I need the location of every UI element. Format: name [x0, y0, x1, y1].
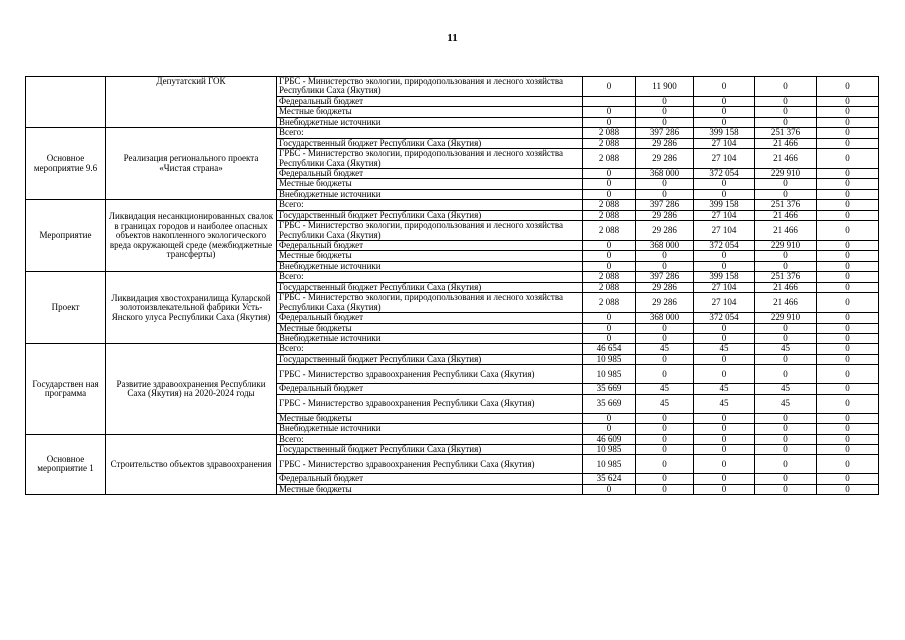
amount-cell-year-5: 0	[817, 413, 879, 423]
amount-cell-year-2: 0	[636, 333, 694, 343]
amount-cell-year-4: 0	[755, 455, 817, 474]
amount-cell-year-1: 0	[583, 168, 636, 178]
funding-source-cell: ГРБС - Министерство экологии, природопользования и лесного хозяйства Республики Саха (Якутия)	[277, 149, 583, 169]
amount-cell-year-2: 368 000	[636, 168, 694, 178]
budget-table	[25, 76, 879, 495]
item-type-cell: Проект	[26, 272, 106, 344]
amount-cell-year-4: 21 466	[755, 138, 817, 148]
amount-cell-year-2: 0	[636, 117, 694, 127]
amount-cell-year-1: 0	[583, 77, 636, 97]
amount-cell-year-2: 29 286	[636, 210, 694, 220]
amount-cell-year-4: 229 910	[755, 241, 817, 251]
funding-source-cell: Местные бюджеты	[277, 179, 583, 189]
amount-cell-year-2: 368 000	[636, 313, 694, 323]
amount-cell-year-3: 0	[694, 445, 755, 455]
amount-cell-year-2: 0	[636, 251, 694, 261]
amount-cell-year-5: 0	[817, 474, 879, 484]
amount-cell-year-1: 10 985	[583, 445, 636, 455]
amount-cell-year-1: 0	[583, 117, 636, 127]
amount-cell-year-4: 0	[755, 445, 817, 455]
amount-cell-year-1: 46 609	[583, 434, 636, 444]
amount-cell-year-4: 251 376	[755, 128, 817, 138]
amount-cell-year-3: 0	[694, 179, 755, 189]
item-type-cell: Мероприятие	[26, 200, 106, 272]
amount-cell-year-4: 0	[755, 323, 817, 333]
amount-cell-year-2: 397 286	[636, 128, 694, 138]
amount-cell-year-4: 0	[755, 77, 817, 97]
amount-cell-year-5: 0	[817, 354, 879, 364]
item-type-cell	[26, 77, 106, 128]
amount-cell-year-5: 0	[817, 293, 879, 313]
amount-cell-year-4: 21 466	[755, 221, 817, 241]
amount-cell-year-2: 397 286	[636, 272, 694, 282]
amount-cell-year-2: 0	[636, 261, 694, 271]
amount-cell-year-4: 0	[755, 424, 817, 434]
amount-cell-year-1: 0	[583, 241, 636, 251]
amount-cell-year-2: 0	[636, 484, 694, 494]
amount-cell-year-4: 229 910	[755, 313, 817, 323]
amount-cell-year-4: 0	[755, 261, 817, 271]
amount-cell-year-5: 0	[817, 365, 879, 384]
funding-source-cell: Всего:	[277, 200, 583, 210]
amount-cell-year-5: 0	[817, 241, 879, 251]
amount-cell-year-2: 0	[636, 413, 694, 423]
amount-cell-year-5: 0	[817, 323, 879, 333]
amount-cell-year-5: 0	[817, 261, 879, 271]
funding-source-cell: ГРБС - Министерство здравоохранения Республики Саха (Якутия)	[277, 455, 583, 474]
amount-cell-year-4: 0	[755, 354, 817, 364]
amount-cell-year-5: 0	[817, 149, 879, 169]
amount-cell-year-3: 372 054	[694, 313, 755, 323]
amount-cell-year-3: 0	[694, 354, 755, 364]
amount-cell-year-1: 0	[583, 189, 636, 199]
amount-cell-year-4: 0	[755, 107, 817, 117]
amount-cell-year-4: 45	[755, 394, 817, 413]
amount-cell-year-2: 0	[636, 434, 694, 444]
amount-cell-year-5: 0	[817, 210, 879, 220]
amount-cell-year-2: 0	[636, 107, 694, 117]
amount-cell-year-3: 372 054	[694, 168, 755, 178]
amount-cell-year-1: 2 088	[583, 210, 636, 220]
table-row	[26, 272, 879, 282]
amount-cell-year-3: 399 158	[694, 200, 755, 210]
amount-cell-year-1: 46 654	[583, 344, 636, 354]
amount-cell-year-2: 29 286	[636, 282, 694, 292]
funding-source-cell: Местные бюджеты	[277, 107, 583, 117]
amount-cell-year-3: 0	[694, 484, 755, 494]
amount-cell-year-2: 0	[636, 474, 694, 484]
amount-cell-year-1	[583, 96, 636, 106]
amount-cell-year-1: 0	[583, 424, 636, 434]
amount-cell-year-1: 35 669	[583, 384, 636, 394]
amount-cell-year-4: 0	[755, 474, 817, 484]
amount-cell-year-3: 45	[694, 344, 755, 354]
funding-source-cell: Федеральный бюджет	[277, 96, 583, 106]
amount-cell-year-3: 27 104	[694, 221, 755, 241]
amount-cell-year-4: 0	[755, 251, 817, 261]
amount-cell-year-3: 399 158	[694, 272, 755, 282]
amount-cell-year-2: 0	[636, 179, 694, 189]
table-row	[26, 77, 879, 97]
funding-source-cell: ГРБС - Министерство экологии, природопользования и лесного хозяйства Республики Саха (Якутия)	[277, 293, 583, 313]
amount-cell-year-2: 11 900	[636, 77, 694, 97]
funding-source-cell: Федеральный бюджет	[277, 241, 583, 251]
amount-cell-year-3: 27 104	[694, 149, 755, 169]
funding-source-cell: Всего:	[277, 344, 583, 354]
funding-source-cell: Государственный бюджет Республики Саха (Якутия)	[277, 445, 583, 455]
amount-cell-year-3: 0	[694, 455, 755, 474]
amount-cell-year-1: 0	[583, 413, 636, 423]
funding-source-cell: ГРБС - Министерство экологии, природопользования и лесного хозяйства Республики Саха (Якутия)	[277, 221, 583, 241]
item-name-cell: Реализация регионального проекта «Чистая страна»	[106, 128, 277, 200]
amount-cell-year-2: 0	[636, 96, 694, 106]
amount-cell-year-4: 0	[755, 96, 817, 106]
amount-cell-year-4: 21 466	[755, 149, 817, 169]
amount-cell-year-1: 2 088	[583, 200, 636, 210]
table-row	[26, 434, 879, 444]
amount-cell-year-5: 0	[817, 168, 879, 178]
funding-source-cell: Государственный бюджет Республики Саха (Якутия)	[277, 282, 583, 292]
item-type-cell: Основное мероприятие 9.6	[26, 128, 106, 200]
amount-cell-year-3: 0	[694, 261, 755, 271]
amount-cell-year-3: 399 158	[694, 128, 755, 138]
funding-source-cell: Государственный бюджет Республики Саха (Якутия)	[277, 354, 583, 364]
amount-cell-year-5: 0	[817, 251, 879, 261]
amount-cell-year-4: 0	[755, 365, 817, 384]
funding-source-cell: Местные бюджеты	[277, 251, 583, 261]
amount-cell-year-1: 10 985	[583, 365, 636, 384]
amount-cell-year-5: 0	[817, 179, 879, 189]
amount-cell-year-2: 0	[636, 189, 694, 199]
amount-cell-year-1: 0	[583, 484, 636, 494]
amount-cell-year-2: 45	[636, 344, 694, 354]
table-row	[26, 344, 879, 354]
amount-cell-year-3: 0	[694, 107, 755, 117]
amount-cell-year-4: 45	[755, 384, 817, 394]
amount-cell-year-5: 0	[817, 282, 879, 292]
amount-cell-year-1: 35 624	[583, 474, 636, 484]
item-name-cell: Депутатский ГОК	[106, 77, 277, 128]
amount-cell-year-5: 0	[817, 272, 879, 282]
amount-cell-year-3: 0	[694, 323, 755, 333]
amount-cell-year-5: 0	[817, 384, 879, 394]
amount-cell-year-2: 0	[636, 354, 694, 364]
amount-cell-year-4: 251 376	[755, 200, 817, 210]
amount-cell-year-2: 368 000	[636, 241, 694, 251]
amount-cell-year-2: 397 286	[636, 200, 694, 210]
funding-source-cell: Всего:	[277, 128, 583, 138]
amount-cell-year-5: 0	[817, 117, 879, 127]
amount-cell-year-2: 29 286	[636, 221, 694, 241]
amount-cell-year-1: 2 088	[583, 272, 636, 282]
amount-cell-year-4: 0	[755, 333, 817, 343]
amount-cell-year-2: 29 286	[636, 138, 694, 148]
amount-cell-year-1: 2 088	[583, 293, 636, 313]
amount-cell-year-4: 0	[755, 117, 817, 127]
table-row	[26, 200, 879, 210]
amount-cell-year-3: 0	[694, 365, 755, 384]
amount-cell-year-1: 0	[583, 251, 636, 261]
amount-cell-year-5: 0	[817, 434, 879, 444]
amount-cell-year-3: 372 054	[694, 241, 755, 251]
funding-source-cell: Федеральный бюджет	[277, 474, 583, 484]
funding-source-cell: Внебюджетные источники	[277, 424, 583, 434]
funding-source-cell: Государственный бюджет Республики Саха (Якутия)	[277, 210, 583, 220]
funding-source-cell: Федеральный бюджет	[277, 168, 583, 178]
funding-source-cell: Государственный бюджет Республики Саха (Якутия)	[277, 138, 583, 148]
amount-cell-year-3: 0	[694, 117, 755, 127]
amount-cell-year-3: 0	[694, 251, 755, 261]
funding-source-cell: Федеральный бюджет	[277, 313, 583, 323]
amount-cell-year-5: 0	[817, 484, 879, 494]
amount-cell-year-4: 21 466	[755, 210, 817, 220]
item-name-cell: Ликвидация хвостохранилища Куларской золотоизвлекательной фабрики Усть-Янского улуса Республики Саха (Якутия)	[106, 272, 277, 344]
funding-source-cell: ГРБС - Министерство экологии, природопользования и лесного хозяйства Республики Саха (Якутия)	[277, 77, 583, 97]
amount-cell-year-3: 0	[694, 434, 755, 444]
amount-cell-year-4: 0	[755, 484, 817, 494]
amount-cell-year-2: 45	[636, 384, 694, 394]
funding-source-cell: Внебюджетные источники	[277, 261, 583, 271]
amount-cell-year-5: 0	[817, 455, 879, 474]
amount-cell-year-5: 0	[817, 394, 879, 413]
item-type-cell: Основное мероприятие 1	[26, 434, 106, 495]
amount-cell-year-4: 251 376	[755, 272, 817, 282]
amount-cell-year-5: 0	[817, 189, 879, 199]
funding-source-cell: Внебюджетные источники	[277, 189, 583, 199]
funding-source-cell: Местные бюджеты	[277, 413, 583, 423]
amount-cell-year-1: 2 088	[583, 138, 636, 148]
amount-cell-year-1: 2 088	[583, 221, 636, 241]
amount-cell-year-5: 0	[817, 333, 879, 343]
amount-cell-year-1: 0	[583, 107, 636, 117]
amount-cell-year-5: 0	[817, 313, 879, 323]
item-name-cell: Развитие здравоохранения Республики Саха (Якутия) на 2020-2024 годы	[106, 344, 277, 434]
amount-cell-year-3: 0	[694, 424, 755, 434]
amount-cell-year-5: 0	[817, 200, 879, 210]
funding-source-cell: Внебюджетные источники	[277, 333, 583, 343]
funding-source-cell: Всего:	[277, 434, 583, 444]
item-name-cell: Ликвидация несанкционированных свалок в границах городов и наиболее опасных объектов накопленного экологического вреда окружающей среде (межбюджетные трансферты)	[106, 200, 277, 272]
amount-cell-year-1: 0	[583, 261, 636, 271]
funding-source-cell: ГРБС - Министерство здравоохранения Республики Саха (Якутия)	[277, 365, 583, 384]
table-row	[26, 128, 879, 138]
amount-cell-year-2: 29 286	[636, 149, 694, 169]
amount-cell-year-5: 0	[817, 221, 879, 241]
amount-cell-year-2: 0	[636, 365, 694, 384]
amount-cell-year-1: 2 088	[583, 282, 636, 292]
amount-cell-year-1: 35 669	[583, 394, 636, 413]
amount-cell-year-3: 0	[694, 96, 755, 106]
amount-cell-year-4: 21 466	[755, 293, 817, 313]
funding-source-cell: Всего:	[277, 272, 583, 282]
amount-cell-year-5: 0	[817, 344, 879, 354]
amount-cell-year-3: 27 104	[694, 210, 755, 220]
amount-cell-year-1: 2 088	[583, 149, 636, 169]
amount-cell-year-3: 0	[694, 474, 755, 484]
funding-source-cell: Внебюджетные источники	[277, 117, 583, 127]
amount-cell-year-4: 0	[755, 434, 817, 444]
funding-source-cell: Местные бюджеты	[277, 323, 583, 333]
amount-cell-year-3: 0	[694, 189, 755, 199]
amount-cell-year-2: 0	[636, 455, 694, 474]
amount-cell-year-2: 0	[636, 424, 694, 434]
amount-cell-year-2: 0	[636, 445, 694, 455]
amount-cell-year-4: 229 910	[755, 168, 817, 178]
amount-cell-year-4: 0	[755, 189, 817, 199]
page-number: 11	[447, 32, 458, 44]
funding-source-cell: Местные бюджеты	[277, 484, 583, 494]
amount-cell-year-3: 27 104	[694, 293, 755, 313]
amount-cell-year-1: 10 985	[583, 455, 636, 474]
amount-cell-year-4: 21 466	[755, 282, 817, 292]
amount-cell-year-5: 0	[817, 424, 879, 434]
amount-cell-year-3: 0	[694, 77, 755, 97]
amount-cell-year-1: 2 088	[583, 128, 636, 138]
amount-cell-year-3: 27 104	[694, 138, 755, 148]
funding-source-cell: ГРБС - Министерство здравоохранения Республики Саха (Якутия)	[277, 394, 583, 413]
amount-cell-year-2: 0	[636, 323, 694, 333]
amount-cell-year-2: 45	[636, 394, 694, 413]
amount-cell-year-3: 0	[694, 333, 755, 343]
amount-cell-year-3: 45	[694, 384, 755, 394]
amount-cell-year-2: 29 286	[636, 293, 694, 313]
amount-cell-year-1: 10 985	[583, 354, 636, 364]
amount-cell-year-1: 0	[583, 179, 636, 189]
item-name-cell: Строительство объектов здравоохранения	[106, 434, 277, 495]
amount-cell-year-5: 0	[817, 138, 879, 148]
budget-table-body	[26, 77, 879, 495]
amount-cell-year-3: 45	[694, 394, 755, 413]
amount-cell-year-5: 0	[817, 107, 879, 117]
amount-cell-year-3: 27 104	[694, 282, 755, 292]
amount-cell-year-4: 45	[755, 344, 817, 354]
amount-cell-year-4: 0	[755, 179, 817, 189]
amount-cell-year-1: 0	[583, 313, 636, 323]
amount-cell-year-4: 0	[755, 413, 817, 423]
amount-cell-year-5: 0	[817, 128, 879, 138]
amount-cell-year-1: 0	[583, 323, 636, 333]
amount-cell-year-1: 0	[583, 333, 636, 343]
amount-cell-year-3: 0	[694, 413, 755, 423]
funding-source-cell: Федеральный бюджет	[277, 384, 583, 394]
amount-cell-year-5: 0	[817, 96, 879, 106]
amount-cell-year-5: 0	[817, 445, 879, 455]
item-type-cell: Государствен ная программа	[26, 344, 106, 434]
amount-cell-year-5: 0	[817, 77, 879, 97]
